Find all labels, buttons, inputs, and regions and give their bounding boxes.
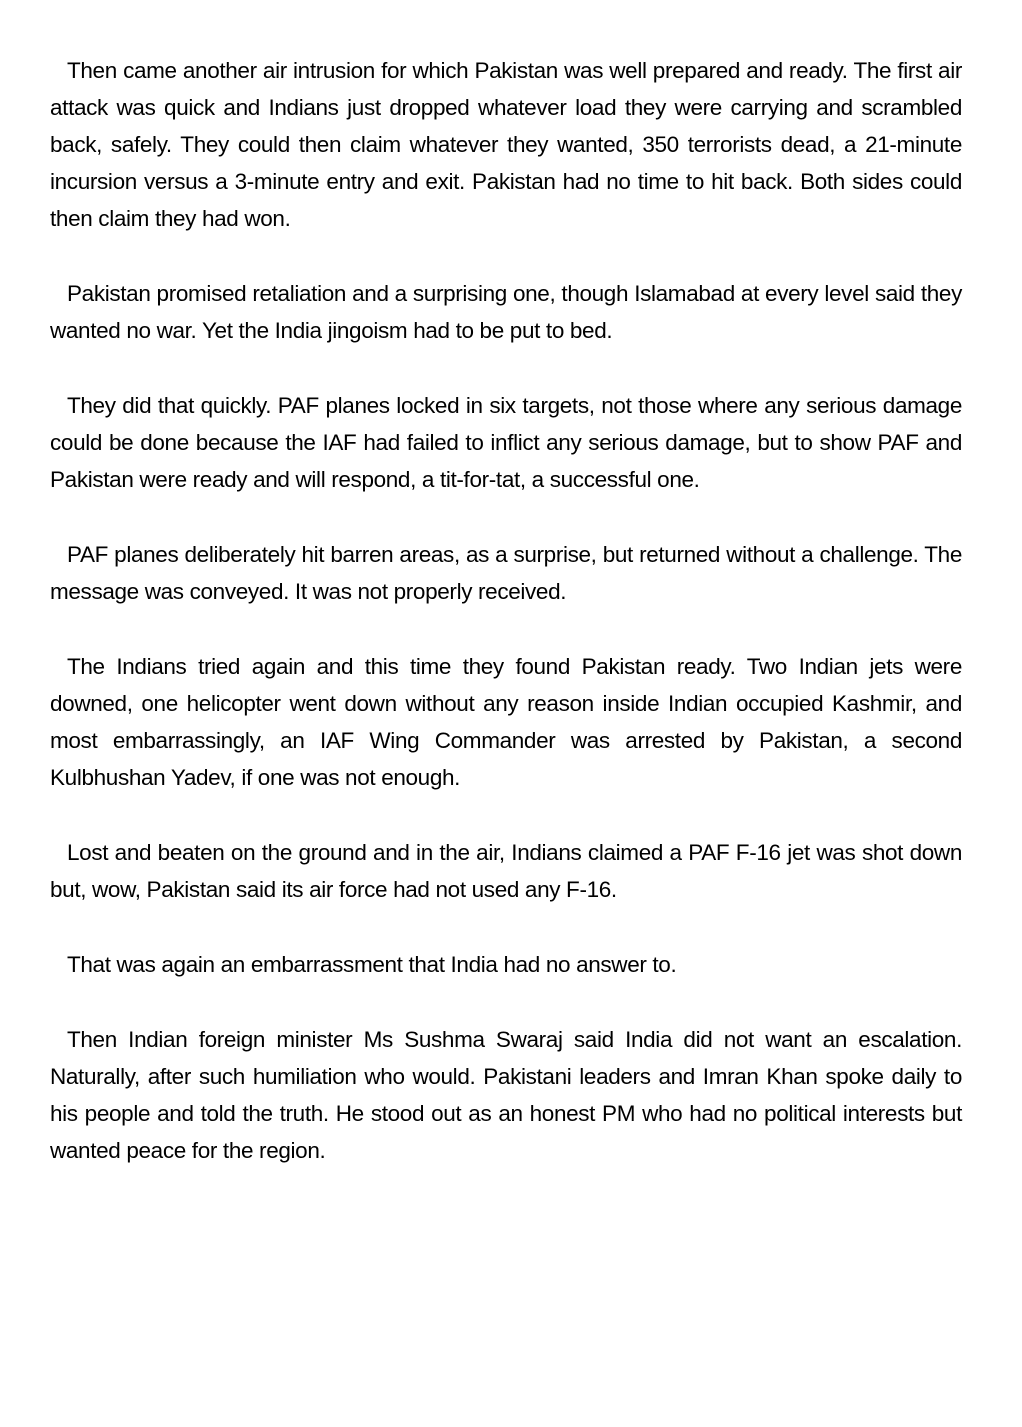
paragraph: PAF planes deliberately hit barren areas, as a surprise, but returned without a challenge. The message was conveyed. It was not properly received. [50, 542, 962, 604]
paragraph: The Indians tried again and this time they found Pakistan ready. Two Indian jets were downed, one helicopter went down without any reason inside Indian occupied Kashmir, and most embarrassingly, an IAF Wing Commander was arrested by Pakistan, a second Kulbhushan Yadev, if one was not enough. [50, 654, 962, 790]
paragraph: Pakistan promised retaliation and a surprising one, though Islamabad at every level said they wanted no war. Yet the India jingoism had to be put to bed. [50, 281, 962, 343]
paragraph: Lost and beaten on the ground and in the air, Indians claimed a PAF F-16 jet was shot down but, wow, Pakistan said its air force had not used any F-16. [50, 840, 962, 902]
paragraph: That was again an embarrassment that India had no answer to. [67, 952, 677, 977]
paragraph: They did that quickly. PAF planes locked in six targets, not those where any serious damage could be done because the IAF had failed to inflict any serious damage, but to show PAF and Pakistan were ready and will respond, a tit-for-tat, a successful one. [50, 393, 962, 492]
paragraph: Then Indian foreign minister Ms Sushma Swaraj said India did not want an escalation. Naturally, after such humiliation who would. Pakistani leaders and Imran Khan spoke daily to his people and told the truth. He stood out as an honest PM who had no political interests but wanted peace for the region. [50, 1027, 962, 1163]
paragraph: Then came another air intrusion for which Pakistan was well prepared and ready. The first air attack was quick and Indians just dropped whatever load they were carrying and scrambled back, safely. They could then claim whatever they wanted, 350 terrorists dead, a 21-minute incursion versus a 3-minute entry and exit. Pakistan had no time to hit back. Both sides could then claim they had won. [50, 58, 962, 231]
